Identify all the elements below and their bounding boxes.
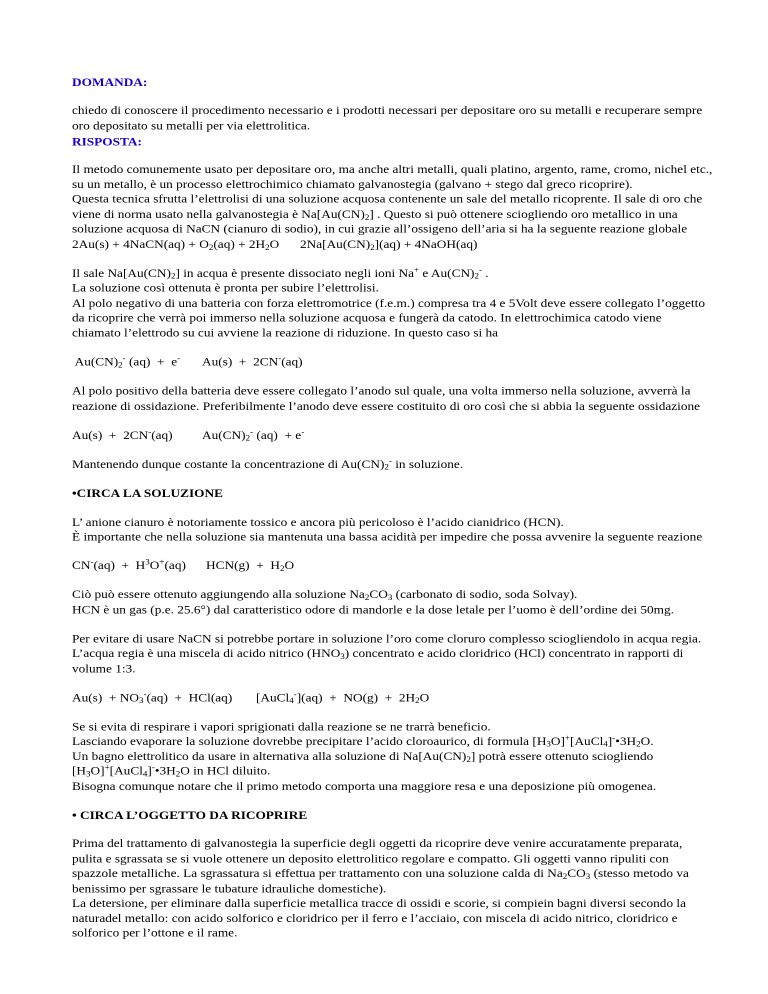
question-heading: DOMANDA: — [72, 75, 148, 89]
object-line-6: naturadel metallo: con acido solforico e cloridrico per il ferro e l’acciaio, con miscela di acido nitrico, cloridrico e — [72, 911, 678, 925]
answer-p2-line-3: Al polo negativo di una batteria con forza elettromotrice (f.e.m.) compresa tra 4 e 5Volt deve essere collegato l’oggetto — [72, 295, 705, 310]
object-heading: • CIRCA L’OGGETTO DA RICOPRIRE — [72, 808, 308, 822]
solution-line-2: È importante che nella soluzione sia mantenuta una bassa acidità per impedire che possa avvenire la seguente reazione — [72, 529, 703, 543]
solution-p5-line-2: HCN è un gas (p.e. 25.6°) dal caratteristico odore di mandorle e la dose letale per l’uomo è dell’ordine dei 50mg. — [72, 602, 675, 617]
answer-p3-line-1: Al polo positivo della batteria deve essere collegato l’anodo sul quale, una volta immerso nella soluzione, avverrà la — [72, 383, 691, 398]
solution-p7-line-4: $[H_3O]^+[AuCl_4]^-•3H_2O$ in HCl diluito. — [72, 762, 271, 779]
equation-hcn-products: $HCN(g) + H_2O$ — [206, 558, 295, 573]
answer-p3-line-2: reazione di ossidazione. Preferibilmente l’anodo deve essere costituito di oro così che si abbia la seguente ossidazione — [72, 399, 701, 413]
question-line-1: chiedo di conoscere il procedimento necessario e i prodotti necessari per depositare oro su metalli e recuperare sempre — [72, 103, 703, 117]
equation-aqua-regia-products: [AuCl$_4$-](aq) + $NO(g) + 2H_2O$ — [256, 689, 430, 705]
answer-intro-line-3: Questa tecnica sfrutta l’elettrolisi di una soluzione acquosa contenente un sale del metallo ricoprente. Il sale di oro che — [72, 191, 703, 206]
object-line-4: benissimo per sgrassare le tubature idrauliche domestiche). — [72, 881, 387, 896]
solution-p7-line-1: Se si evita di respirare i vapori sprigionati dalla reazione se ne trarrà beneficio. — [72, 719, 491, 734]
solution-p5-line-1: Ciò può essere ottenuto aggiungendo alla soluzione $Na_2CO_3$ (carbonato di sodio, soda Solvay). — [72, 587, 578, 602]
solution-heading: •CIRCA LA SOLUZIONE — [72, 485, 223, 500]
solution-p7-line-5: Bisogna comunque notare che il primo metodo comporta una maggiore resa e una deposizione più omogenea. — [72, 779, 657, 793]
question-line-2: oro depositato su metalli per via elettrolitica. — [72, 118, 311, 133]
answer-p2-line-2: La soluzione così ottenuta è pronta per subire l’elettrolisi. — [72, 280, 379, 295]
solution-p7-line-2: Lasciando evaporare la soluzione dovrebbe precipitare l’acido cloroaurico, di formula $[H_3O]^+[AuCl_4]^-•3H_2O$. — [72, 733, 654, 749]
answer-intro-line-1: Il metodo comunemente usato per depositare oro, ma anche altri metalli, quali platino, argento, rame, cromo, nichel etc., — [72, 161, 713, 176]
answer-intro-line-2: su un metallo, è un processo elettrochimico chiamato galvanostegia (galvano + stego dal greco ricoprire). — [72, 177, 633, 191]
equation-anode: Au(s) + 2CN-(aq) — [72, 427, 173, 442]
equation-anode-products: $Au(CN)_2^-$ (aq) + e- — [202, 427, 305, 443]
answer-p4-line: Mantenendo dunque costante la concentrazione di $Au(CN)_2^-$ in soluzione. — [72, 456, 464, 472]
answer-p2-line-5: chiamato l’elettrodo su cui avviene la reazione di riduzione. In questo caso si ha — [72, 325, 499, 340]
equation-gold-dissolution-products: $2Na[Au(CN)_2](aq)$ + 4NaOH(aq) — [300, 237, 478, 252]
solution-p6-line-3: volume 1:3. — [72, 661, 136, 676]
equation-cathode-products: Au(s) + 2CN-(aq) — [202, 353, 303, 369]
solution-p7-line-3: Un bagno elettrolitico da usare in alternativa alla soluzione di $Na[Au(CN)_2]$ potrà essere ottenuto sciogliendo — [72, 749, 654, 764]
answer-p2-line-4: da ricoprire che verrà poi immerso nella soluzione acquosa e fungerà da catodo. In elettrochimica catodo viene — [72, 310, 662, 324]
object-line-1: Prima del trattamento di galvanostegia la superficie degli oggetti da ricoprire deve venire accuratamente preparata, — [72, 836, 683, 850]
object-line-7: solforico per l’ottone e il rame. — [72, 925, 238, 940]
answer-p2-line-1: Il sale $Na[Au(CN)_2]$ in acqua è presente dissociato negli ioni Na+ e $Au(CN)_2^-$ . — [72, 265, 489, 281]
equation-aqua-regia: $Au(s) + NO_3^-(aq) + HCl(aq)$ — [72, 689, 233, 705]
equation-hcn: $CN^-(aq) + H^3O^+(aq)$ — [72, 557, 186, 572]
solution-p6-line-2: L’acqua regia è una miscela di acido nitrico $(HNO_3)$ concentrato e acido cloridrico (HCl) concentrato in rapporti di — [72, 646, 684, 661]
object-line-2: pulita e sgrassata se si vuole ottenere un deposito elettrolitico regolare e compatto. Gli oggetti vanno ripuliti con — [72, 851, 669, 866]
solution-line-1: L’ anione cianuro è notoriamente tossico e ancora più pericoloso è l’acido cianidrico (HCN). — [72, 514, 564, 529]
equation-cathode: $Au(CN)_2^-$ (aq) + e- — [72, 353, 181, 370]
answer-intro-line-5: soluzione acquosa di NaCN (cianuro di sodio), in cui grazie all’ossigeno dell’aria si ha la seguente reazione globale — [72, 221, 688, 236]
solution-p6-line-1: Per evitare di usare NaCN si potrebbe portare in soluzione l’oro come cloruro complesso sciogliendolo in acqua regia. — [72, 631, 702, 646]
answer-heading: RISPOSTA: — [72, 134, 142, 149]
object-line-5: La detersione, per eliminare dalla superficie metallica tracce di ossidi e scorie, si compiein bagni diversi secondo la — [72, 895, 687, 910]
answer-intro-line-4: viene di norma usato nella galvanostegia è $Na[Au(CN)_2]$ . Questo si può ottenere sciogliendo oro metallico in una — [72, 207, 678, 222]
equation-gold-dissolution: 2Au(s) + 4NaCN(aq) + $O_2(aq) + 2H_2O$ — [72, 237, 280, 252]
object-line-3: spazzole metalliche. La sgrassatura si effettua per trattamento con una soluzione calda di $Na_2CO_3$ (stesso metodo va — [72, 866, 689, 881]
